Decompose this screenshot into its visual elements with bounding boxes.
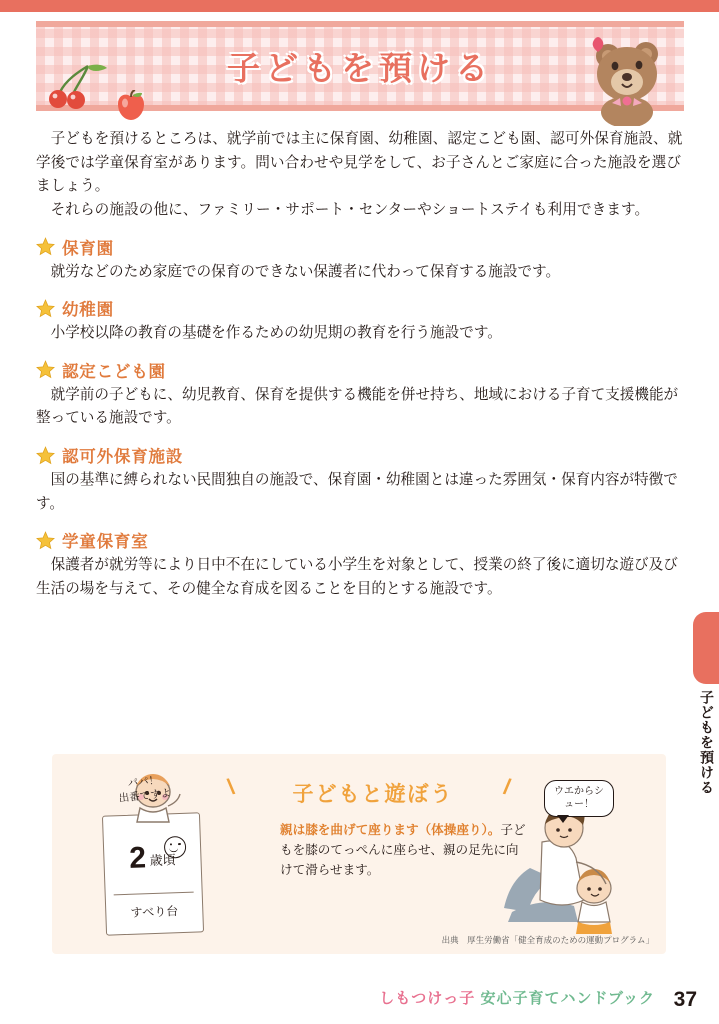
age-card-age (104, 839, 201, 876)
section-youchien (36, 296, 684, 346)
age-card-divider (114, 892, 194, 896)
footer-logo (379, 987, 655, 1008)
section-hoikuen (36, 235, 684, 285)
intro-paragraph-1: 子どもを預けるところは、就学前では主に保育園、幼稚園、認定こども園、認可外保育施設、就学後では学童保育室があります。問い合わせや見学をして、お子さんとご家庭に合った施設を選びましょう。 (36, 131, 683, 195)
bubble-child: ウエからシュー！ (544, 780, 614, 817)
panel-description-highlight: 親は膝を曲げて座ります（体操座り）。 (280, 823, 501, 837)
intro-paragraph-2: それらの施設の他に、ファミリー・サポート・センターやショートステイも利用できます。 (50, 201, 650, 218)
section-ninkagai (36, 443, 684, 516)
section-body: 小学校以降の教育の基礎を作るための幼児期の教育を行う施設です。 (50, 325, 502, 342)
apple-icon (114, 90, 148, 122)
parent-child-illustration (490, 796, 650, 942)
top-accent-bar (0, 0, 719, 12)
page-number: 37 (673, 988, 697, 1011)
section-heading (36, 358, 684, 382)
bear-icon (582, 34, 678, 126)
star-icon (36, 531, 55, 550)
star-icon (36, 299, 55, 318)
bubble-papa (117, 773, 172, 806)
side-tab-label: 子どもを預ける (699, 690, 715, 795)
section-nintei-kodomoen (36, 358, 684, 431)
section-title: 学童保育室 (62, 533, 149, 552)
side-tab-marker (693, 612, 719, 684)
main-content (36, 128, 684, 602)
play-panel (52, 754, 666, 954)
panel-slash-left: \ (225, 773, 237, 800)
panel-source: 出典 厚生労働省「健全育成のための運動プログラム」 (441, 935, 654, 945)
star-icon (36, 360, 55, 379)
header-stripe-top (36, 21, 684, 27)
bubble-papa-line1: パパ！ (127, 774, 160, 790)
section-body: 就学前の子どもに、幼児教育、保育を提供する機能を併せ持ち、地域における子育て支援機能が整っている施設です。 (36, 386, 679, 427)
bubble-papa-line2: 出番ですよ (118, 786, 172, 805)
footer-logo-green: 安心子育てハンドブック (480, 990, 655, 1007)
panel-title: 子どもと遊ぼう (292, 783, 454, 806)
age-card-caption: すべり台 (130, 904, 179, 920)
age-card-unit: 歳頃 (149, 852, 176, 869)
section-body: 就労などのため家庭での保育のできない保護者に代わって保育する施設です。 (50, 263, 561, 280)
panel-slash-right: / (501, 773, 513, 800)
section-body: 国の基準に縛られない民間独自の施設で、保育園・幼稚園とは違った雰囲気・保育内容が特徴です。 (36, 472, 678, 512)
footer-logo-pink: しもつけっ子 (379, 990, 476, 1007)
section-title: 認可外保育施設 (62, 448, 184, 467)
age-card-number: 2 (128, 841, 147, 875)
cherry-icon (44, 62, 114, 114)
page-title: 子どもを預ける (227, 49, 493, 87)
section-title: 幼稚園 (62, 301, 114, 320)
section-title: 認定こども園 (62, 362, 166, 381)
smiley-mouth (169, 846, 178, 852)
age-card (102, 812, 204, 935)
star-icon (36, 237, 55, 256)
section-heading (36, 296, 684, 320)
section-body: 保護者が就労等により日中不在にしている小学生を対象として、授業の終了後に適切な遊び及び生活の場を与えて、その健全な育成を図ることを目的とする施設です。 (36, 557, 678, 598)
section-heading (36, 235, 684, 259)
section-heading (36, 443, 684, 467)
panel-description-rest: 子どもを膝のてっぺんに座らせ、親の足先に向けて滑らせます。 (280, 823, 526, 878)
section-gakudou (36, 528, 684, 601)
page-header (36, 22, 684, 110)
section-heading (36, 528, 684, 552)
star-icon (36, 446, 55, 465)
section-title: 保育園 (62, 239, 114, 258)
